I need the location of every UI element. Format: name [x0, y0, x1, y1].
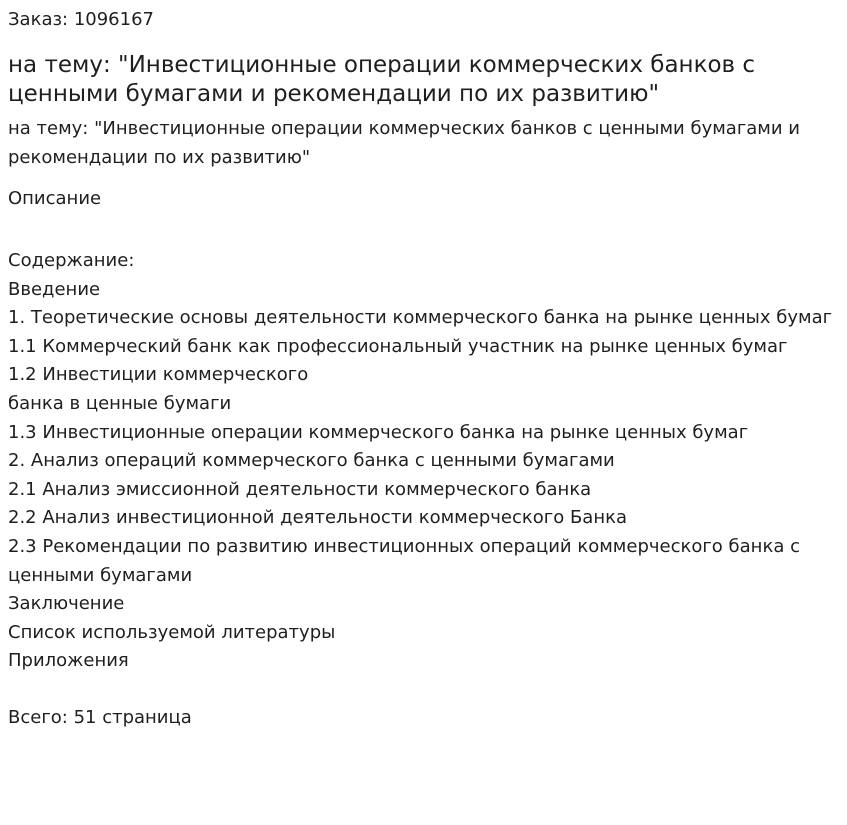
toc-item: 1. Теоретические основы деятельности коммерческого банка на рынке ценных бумаг: [8, 307, 833, 329]
toc-item: банка в ценные бумаги: [8, 392, 232, 414]
toc-item: Приложения: [8, 650, 129, 672]
toc-item: 2.2 Анализ инвестиционной деятельности коммерческого Банка: [8, 507, 627, 529]
toc-item: Заключение: [8, 593, 125, 615]
page-title: на тему: "Инвестиционные операции коммерческих банков с ценными бумагами и рекомендации по их развитию": [8, 52, 756, 107]
contents-title: Содержание:: [8, 250, 135, 271]
order-number: Заказ: 1096167: [8, 9, 154, 30]
toc-item: 1.1 Коммерческий банк как профессиональный участник на рынке ценных бумаг: [8, 335, 788, 357]
description-label: Описание: [8, 188, 102, 209]
toc-item: Введение: [8, 278, 101, 300]
toc-item: 2.1 Анализ эмиссионной деятельности коммерческого банка: [8, 478, 592, 500]
page-count: Всего: 51 страница: [8, 706, 192, 728]
toc-item: 2.3 Рекомендации по развитию инвестиционных операций коммерческого банка с ценными бумагами: [8, 535, 800, 586]
toc-item: Список используемой литературы: [8, 621, 336, 643]
toc-item: 1.2 Инвестиции коммерческого: [8, 364, 309, 386]
toc-item: 1.3 Инвестиционные операции коммерческого банка на рынке ценных бумаг: [8, 421, 749, 443]
table-of-contents: [8, 247, 839, 676]
topic-text: на тему: "Инвестиционные операции коммерческих банков с ценными бумагами и рекомендации по их развитию": [8, 118, 801, 168]
toc-item: 2. Анализ операций коммерческого банка с ценными бумагами: [8, 450, 615, 472]
